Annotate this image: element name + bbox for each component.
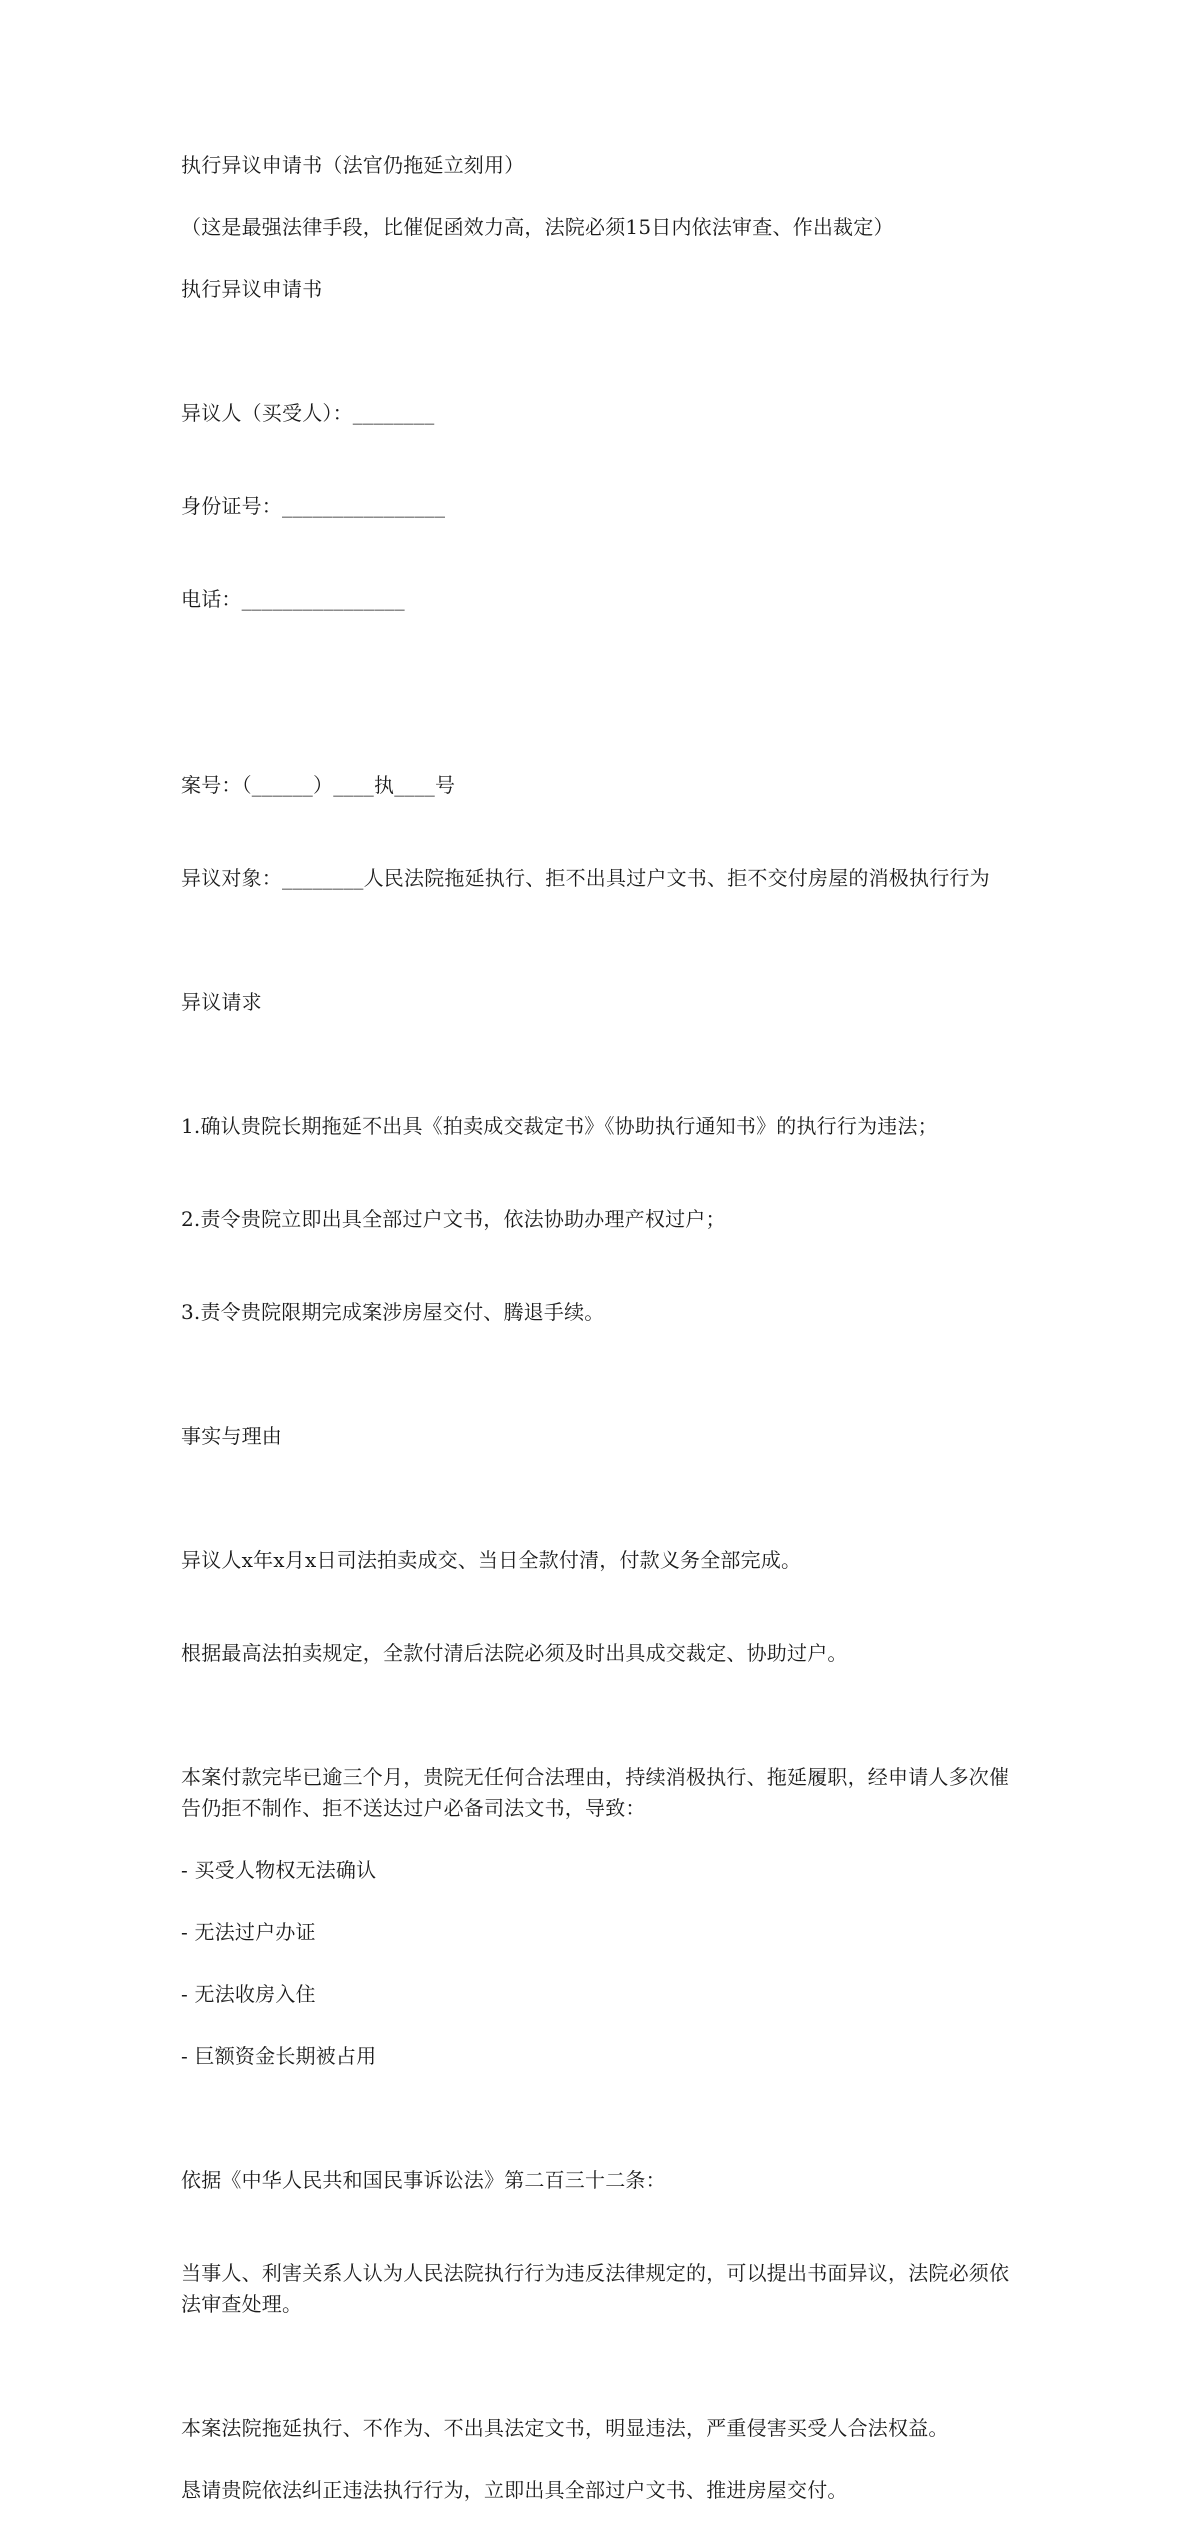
consequence-item: - 无法收房入住 (181, 1982, 316, 2006)
consequence-item: - 巨额资金长期被占用 (181, 2044, 377, 2068)
case-block (181, 708, 1021, 956)
requests-heading: 异议请求 (181, 990, 262, 1014)
document-note: （这是最强法律手段，比催促函效力高，法院必须15日内依法审查、作出裁定） (181, 215, 894, 239)
case-number-line: 案号：（______）____执____号 (181, 773, 456, 797)
request-item: 2.责令贵院立即出具全部过户文书，依法协助办理产权过户； (181, 1207, 726, 1231)
applicant-id-line: 身份证号：________________ (181, 494, 446, 518)
facts-line: 根据最高法拍卖规定，全款付清后法院必须及时出具成交裁定、协助过户。 (181, 1641, 848, 1665)
document-heading: 执行异议申请书 (181, 277, 323, 301)
applicant-block (181, 336, 1021, 677)
applicant-name-line: 异议人（买受人）：________ (181, 401, 435, 425)
requests-list (181, 1049, 1021, 1390)
document-title: 执行异议申请书（法官仍拖延立刻用） (181, 153, 525, 177)
plea-paragraph: 恳请贵院依法纠正违法执行行为，立即出具全部过户文书、推进房屋交付。 (181, 2478, 848, 2502)
applicant-phone-line: 电话：________________ (181, 587, 405, 611)
request-item: 1.确认贵院长期拖延不出具《拍卖成交裁定书》《协助执行通知书》的执行行为违法； (181, 1114, 938, 1138)
document-body (181, 150, 1021, 2537)
legal-basis (181, 2103, 1021, 2382)
facts-paragraph-2: 本案付款完毕已逾三个月，贵院无任何合法理由，持续消极执行、拖延履职，经申请人多次催告仍拒不制作、拒不送达过户必备司法文书，导致： (181, 1765, 1010, 1820)
conclusion-paragraph: 本案法院拖延执行、不作为、不出具法定文书，明显违法，严重侵害买受人合法权益。 (181, 2416, 949, 2440)
objection-object-line: 异议对象：________人民法院拖延执行、拒不出具过户文书、拒不交付房屋的消极执行行为 (181, 866, 990, 890)
consequence-item: - 无法过户办证 (181, 1920, 316, 1944)
facts-heading: 事实与理由 (181, 1424, 282, 1448)
facts-line: 异议人x年x月x日司法拍卖成交、当日全款付清，付款义务全部完成。 (181, 1548, 802, 1572)
request-item: 3.责令贵院限期完成案涉房屋交付、腾退手续。 (181, 1300, 605, 1324)
consequence-item: - 买受人物权无法确认 (181, 1858, 377, 1882)
facts-paragraph-1 (181, 1483, 1021, 1731)
legal-basis-citation: 依据《中华人民共和国民事诉讼法》第二百三十二条： (181, 2168, 666, 2192)
legal-basis-text: 当事人、利害关系人认为人民法院执行行为违反法律规定的，可以提出书面异议，法院必须依法审查处理。 (181, 2261, 1010, 2316)
